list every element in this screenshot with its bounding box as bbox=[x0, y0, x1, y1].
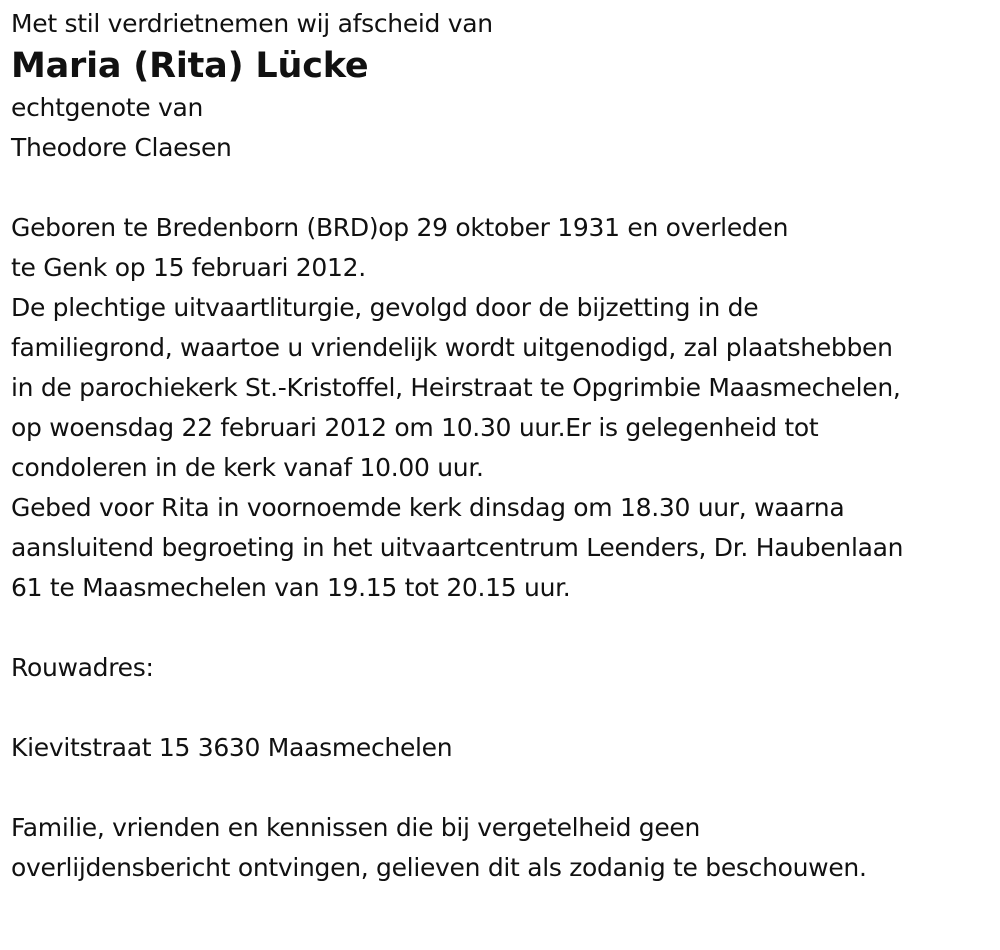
body-line: aansluitend begroeting in het uitvaartcentrum Leenders, Dr. Haubenlaan bbox=[11, 533, 904, 562]
closing-note bbox=[11, 808, 996, 888]
spacer bbox=[11, 688, 996, 728]
deceased-name: Maria (Rita) Lücke bbox=[11, 46, 369, 86]
spouse-line: echtgenote van bbox=[11, 93, 204, 122]
body-line: De plechtige uitvaartliturgie, gevolgd door de bijzetting in de bbox=[11, 293, 759, 322]
spacer bbox=[11, 608, 996, 648]
closing-line: Familie, vrienden en kennissen die bij vergetelheid geen bbox=[11, 813, 701, 842]
body-line: Gebed voor Rita in voornoemde kerk dinsdag om 18.30 uur, waarna bbox=[11, 493, 845, 522]
body-line: condoleren in de kerk vanaf 10.00 uur. bbox=[11, 453, 484, 482]
intro-text: Met stil verdrietnemen wij afscheid van bbox=[11, 9, 493, 38]
address-label: Rouwadres: bbox=[11, 653, 154, 682]
body-line: 61 te Maasmechelen van 19.15 tot 20.15 uur. bbox=[11, 573, 571, 602]
ceremony-details bbox=[11, 208, 996, 608]
death-notice bbox=[11, 4, 996, 888]
closing-line: overlijdensbericht ontvingen, gelieven dit als zodanig te beschouwen. bbox=[11, 853, 867, 882]
spacer bbox=[11, 768, 996, 808]
body-line: op woensdag 22 februari 2012 om 10.30 uur.Er is gelegenheid tot bbox=[11, 413, 819, 442]
spouse-name: Theodore Claesen bbox=[11, 133, 232, 162]
body-line: Geboren te Bredenborn (BRD)op 29 oktober 1931 en overleden bbox=[11, 213, 789, 242]
mourning-address: Kievitstraat 15 3630 Maasmechelen bbox=[11, 733, 453, 762]
body-line: te Genk op 15 februari 2012. bbox=[11, 253, 366, 282]
body-line: familiegrond, waartoe u vriendelijk wordt uitgenodigd, zal plaatshebben bbox=[11, 333, 893, 362]
spouse-block bbox=[11, 88, 996, 168]
body-line: in de parochiekerk St.-Kristoffel, Heirstraat te Opgrimbie Maasmechelen, bbox=[11, 373, 901, 402]
spacer bbox=[11, 168, 996, 208]
